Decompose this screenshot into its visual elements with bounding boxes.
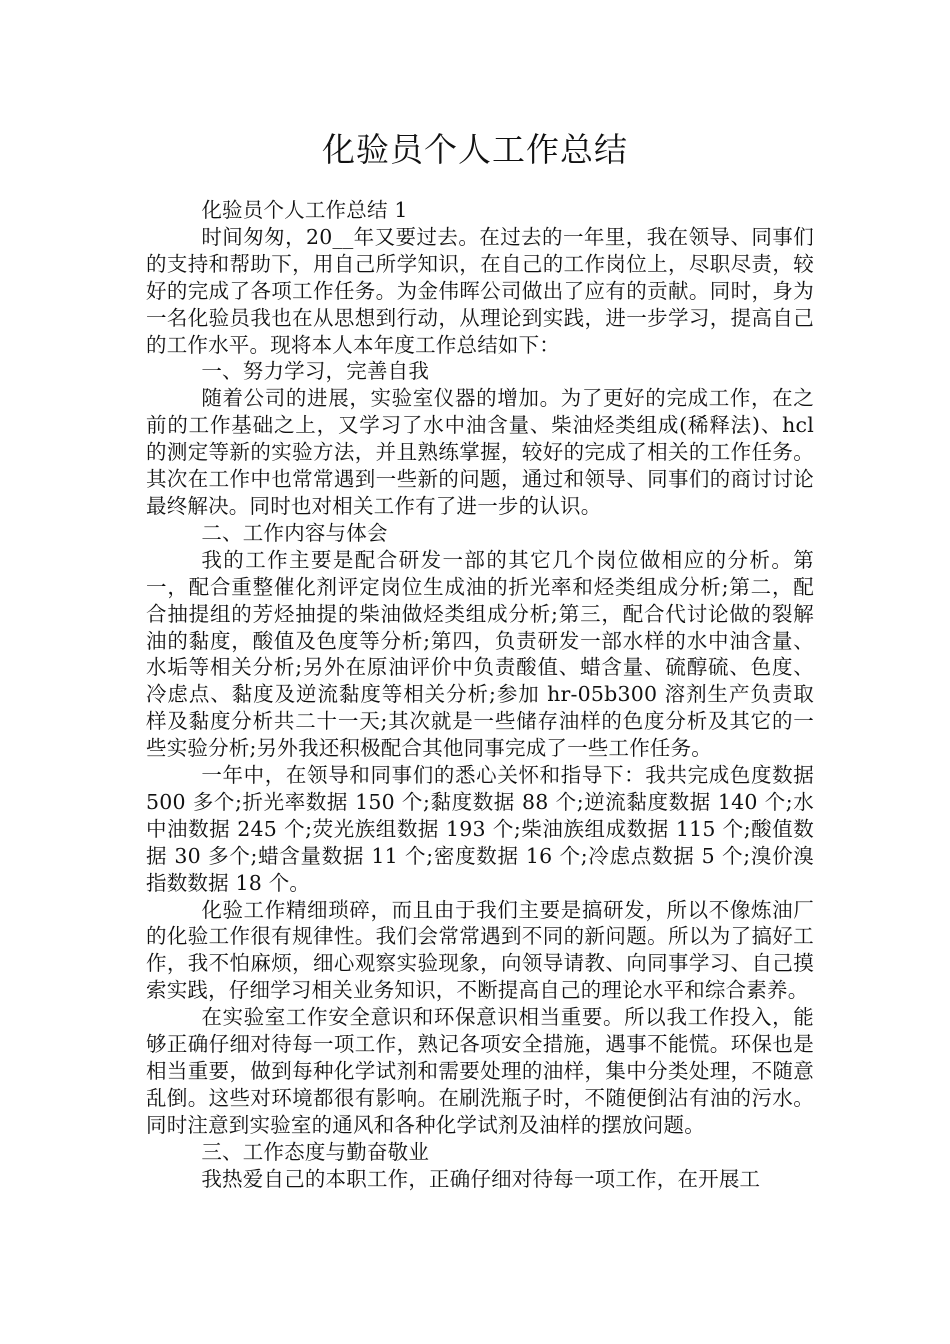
paragraph-statistics: 一年中，在领导和同事们的悉心关怀和指导下：我共完成色度数据 500 多个;折光率数据 150 个;黏度数据 88 个;逆流黏度数据 140 个;水中油数据 245 个;荧光族组数据 193 个;柴油族组成数据 115 个;酸值数据 30 多个;蜡含量数据 11 个;密度数据 16 个;冷虑点数据 5 个;溴价溴指数数据 18 个。 <box>146 763 814 895</box>
document-title: 化验员个人工作总结 <box>322 130 628 169</box>
section-heading-3: 三、工作态度与勤奋敬业 <box>201 1139 430 1164</box>
paragraph-lab-work: 化验工作精细琐碎，而且由于我们主要是搞研发，所以不像炼油厂的化验工作很有规律性。我们会常常遇到不同的新问题。所以为了搞好工作，我不怕麻烦，细心观察实验现象，向领导请教、向同事学习、自己摸索实践，仔细学习相关业务知识，不断提高自己的理论水平和综合素养。 <box>146 897 814 1003</box>
document-body <box>146 197 814 1193</box>
paragraph-learning: 随着公司的进展，实验室仪器的增加。为了更好的完成工作，在之前的工作基础之上，又学习了水中油含量、柴油烃类组成(稀释法)、hcl 的测定等新的实验方法，并且熟练掌握，较好的完成了相关的工作任务。其次在工作中也常常遇到一些新的问题，通过和领导、同事们的商讨讨论最终解决。同时也对相关工作有了进一步的认识。 <box>146 386 814 518</box>
paragraph-work-content: 我的工作主要是配合研发一部的其它几个岗位做相应的分析。第一，配合重整催化剂评定岗位生成油的折光率和烃类组成分析;第二，配合抽提组的芳烃抽提的柴油做烃类组成分析;第三，配合代讨论做的裂解油的黏度，酸值及色度等分析;第四，负责研发一部水样的水中油含量、水垢等相关分析;另外在原油评价中负责酸值、蜡含量、硫醇硫、色度、冷虑点、黏度及逆流黏度等相关分析;参加 hr-05b300 溶剂生产负责取样及黏度分析共二十一天;其次就是一些储存油样的色度分析及其它的一些实验分析;另外我还积极配合其他同事完成了一些工作任务。 <box>146 547 814 761</box>
intro-paragraph: 时间匆匆，20__年又要过去。在过去的一年里，我在领导、同事们的支持和帮助下，用自己所学知识，在自己的工作岗位上，尽职尽责，较好的完成了各项工作任务。为金伟晖公司做出了应有的贡献。同时，身为一名化验员我也在从思想到行动，从理论到实践，进一步学习，提高自己的工作水平。现将本人本年度工作总结如下： <box>146 224 814 357</box>
section-heading-2: 二、工作内容与体会 <box>201 520 388 545</box>
paragraph-attitude: 我热爱自己的本职工作，正确仔细对待每一项工作，在开展工 <box>201 1166 761 1191</box>
section-subtitle: 化验员个人工作总结 1 <box>201 198 408 222</box>
section-heading-1: 一、努力学习，完善自我 <box>201 359 430 384</box>
paragraph-safety: 在实验室工作安全意识和环保意识相当重要。所以我工作投入，能够正确仔细对待每一项工作，熟记各项安全措施，遇事不能慌。环保也是相当重要，做到每种化学试剂和需要处理的油样，集中分类处理，不随意乱倒。这些对环境都很有影响。在刷洗瓶子时，不随便倒沾有油的污水。同时注意到实验室的通风和各种化学试剂及油样的摆放问题。 <box>146 1005 814 1137</box>
